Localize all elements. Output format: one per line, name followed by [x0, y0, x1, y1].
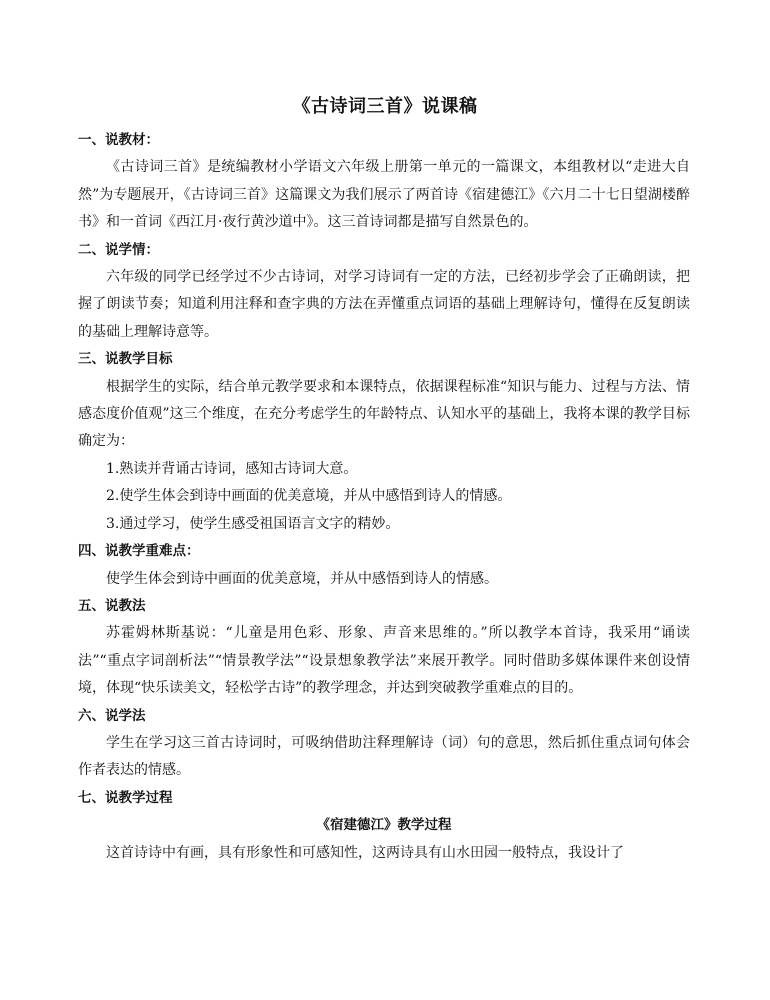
section-learning-methods — [78, 703, 690, 785]
section-heading: 五、说教法 — [78, 597, 146, 614]
paragraph: 学生在学习这三首古诗词时，可吸纳借助注释理解诗（词）句的意思，然后抓住重点词句体会作者表达的情感。 — [78, 734, 690, 779]
paragraph: 六年级的同学已经学过不少古诗词，对学习诗词有一定的方法，已经初步学会了正确朗读，把握了朗读节奏；知道利用注释和查字典的方法在弄懂重点词语的基础上理解诗句，懂得在反复朗读的基础上理解诗意等。 — [78, 269, 690, 340]
sub-title: 《宿建德江》教学过程 — [316, 817, 452, 834]
section-teaching-process — [78, 785, 690, 867]
section-objectives — [78, 346, 690, 538]
paragraph: 使学生体会到诗中画面的优美意境，并从中感悟到诗人的情感。 — [106, 570, 498, 587]
paragraph: 苏霍姆林斯基说：“儿童是用色彩、形象、声音来思维的。”所以教学本首诗，我采用“诵读法”“重点字词剖析法”“情景教学法”“设景想象教学法”来展开教学。同时借助多媒体课件来创设情境，体现“快乐读美文，轻松学古诗”的教学理念，并达到突破教学重难点的目的。 — [78, 625, 690, 697]
section-heading: 七、说教学过程 — [78, 789, 173, 806]
section-teaching-methods — [78, 593, 690, 703]
document-title: 《古诗词三首》说课稿 — [292, 96, 478, 117]
document-body — [78, 127, 690, 867]
section-heading: 三、说教学目标 — [78, 351, 173, 368]
section-heading: 一、说教材： — [78, 132, 159, 148]
paragraph: 根据学生的实际，结合单元教学要求和本课特点，依据课程标准“知识与能力、过程与方法、情感态度价值观”这三个维度，在充分考虑学生的年龄特点、认知水平的基础上，我将本课的教学目标确定为： — [78, 378, 690, 450]
section-key-points — [78, 538, 690, 593]
list-item: 2.使学生体会到诗中画面的优美意境，并从中感悟到诗人的情感。 — [106, 488, 512, 505]
section-textbook — [78, 127, 690, 237]
section-heading: 四、说教学重难点： — [78, 543, 200, 560]
section-heading: 六、说学法 — [78, 707, 146, 724]
paragraph: 《古诗词三首》是统编教材小学语文六年级上册第一单元的一篇课文，本组教材以“走进大自然”为专题展开，《古诗词三首》这篇课文为我们展示了两首诗《宿建德江》《六月二十七日望湖楼醉书》和一首词《西江月·夜行黄沙道中》。这三首诗词都是描写自然景色的。 — [78, 159, 690, 231]
section-heading: 二、说学情： — [78, 241, 159, 258]
paragraph: 这首诗诗中有画，具有形象性和可感知性，这两诗具有山水田园一般特点，我设计了 — [106, 844, 624, 861]
section-learners — [78, 237, 690, 347]
list-item: 1.熟读并背诵古诗词，感知古诗词大意。 — [106, 460, 358, 477]
list-item: 3.通过学习，使学生感受祖国语言文字的精妙。 — [106, 515, 400, 532]
